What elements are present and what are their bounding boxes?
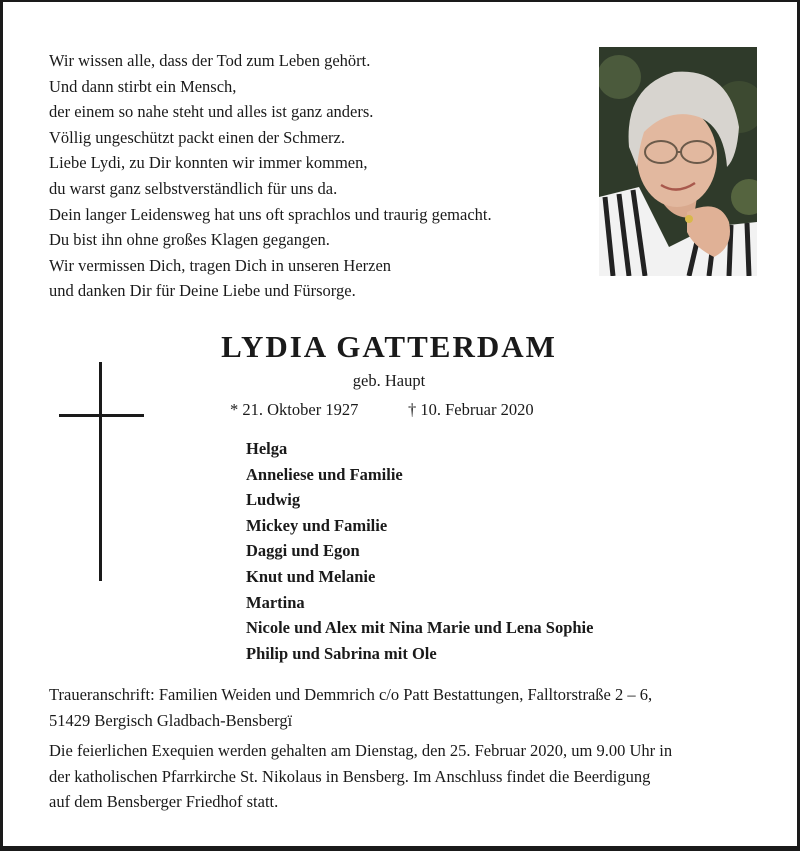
mourner: Daggi und Egon: [246, 541, 360, 561]
service-line: der katholischen Pfarrkirche St. Nikolaus in Bensberg. Im Anschluss findet die Beerdigung: [49, 766, 651, 786]
mourner: Mickey und Familie: [246, 515, 388, 535]
address-line: Traueranschrift: Familien Weiden und Demmrich c/o Patt Bestattungen, Falltorstraße 2 – 6,: [49, 685, 653, 704]
deceased-name: LYDIA GATTERDAM: [221, 329, 557, 364]
address-line: 51429 Bergisch Gladbach-Bensbergï: [49, 710, 293, 730]
mourner: Ludwig: [246, 490, 301, 510]
poem-line: Und dann stirbt ein Mensch,: [49, 76, 237, 96]
mourner: Nicole und Alex mit Nina Marie und Lena Sophie: [246, 618, 594, 638]
poem-line: der einem so nahe steht und alles ist ganz anders.: [49, 102, 374, 122]
mourner: Martina: [246, 592, 305, 612]
portrait-photo: [599, 47, 757, 276]
mourner: Knut und Melanie: [246, 566, 376, 586]
poem-line: Dein langer Leidensweg hat uns oft sprachlos und traurig gemacht.: [49, 204, 492, 224]
mourner: Anneliese und Familie: [246, 464, 403, 484]
maiden-name: geb. Haupt: [352, 371, 426, 390]
poem-line: Wir vermissen Dich, tragen Dich in unseren Herzen: [49, 255, 392, 275]
funeral-service-info: [49, 738, 769, 815]
poem-line: du warst ganz selbstverständlich für uns da.: [49, 178, 338, 198]
service-line: Die feierlichen Exequien werden gehalten am Dienstag, den 25. Februar 2020, um 9.00 Uhr in: [49, 741, 673, 760]
poem-line: Völlig ungeschützt packt einen der Schmerz.: [49, 127, 345, 147]
poem-line: Wir wissen alle, dass der Tod zum Leben gehört.: [49, 51, 371, 70]
birth-date: * 21. Oktober 1927: [230, 400, 359, 419]
mourning-address: [49, 682, 769, 733]
cross-icon-bar: [59, 414, 144, 417]
mourner: Philip und Sabrina mit Ole: [246, 643, 437, 663]
portrait-illustration: [599, 47, 757, 276]
poem-line: Liebe Lydi, zu Dir konnten wir immer kommen,: [49, 153, 368, 173]
poem-line: Du bist ihn ohne großes Klagen gegangen.: [49, 230, 330, 250]
poem-line: und danken Dir für Deine Liebe und Fürsorge.: [49, 281, 356, 301]
death-date: † 10. Februar 2020: [408, 400, 534, 419]
service-line: auf dem Bensberger Friedhof statt.: [49, 792, 279, 812]
mourners-list: [246, 436, 593, 666]
cross-icon: [99, 362, 102, 581]
mourner: Helga: [246, 439, 288, 458]
poem: [49, 48, 492, 304]
